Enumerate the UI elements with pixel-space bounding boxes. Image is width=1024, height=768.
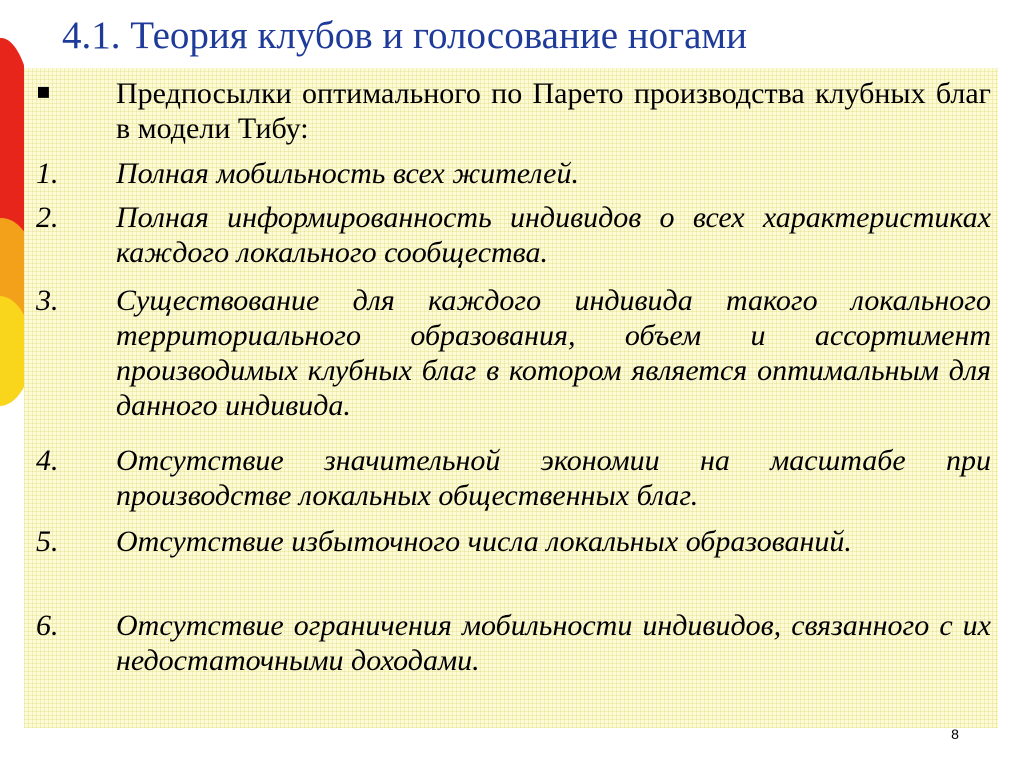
square-bullet-icon: ▪: [36, 79, 51, 104]
list-item-number: 1.: [36, 157, 59, 190]
intro-paragraph: [36, 76, 991, 146]
content-panel: [24, 68, 998, 728]
decorative-side-band: [0, 0, 24, 768]
list-item-number: 4.: [36, 444, 59, 477]
list-item-text: Полная информированность индивидов о всех характеристиках каждого локального сообщества.: [116, 201, 991, 269]
list-item-3: [36, 283, 991, 423]
list-item-5: [36, 524, 991, 559]
slide-title: 4.1. Теория клубов и голосование ногами: [62, 14, 747, 57]
list-item-text: Существование для каждого индивида такого локального территориального образования, объем и ассортимент производимых клубных благ в котором является оптимальным для данного индивида.: [116, 284, 991, 422]
slide-number: 8: [951, 726, 959, 742]
list-item-1: [36, 156, 991, 191]
list-item-number: 2.: [36, 201, 59, 234]
list-item-text: Отсутствие значительной экономии на масштабе при производстве локальных общественных благ.: [116, 444, 991, 512]
list-item-text: Отсутствие ограничения мобильности индивидов, связанного с их недостаточными доходами.: [116, 609, 991, 677]
list-item-text: Отсутствие избыточного числа локальных образований.: [116, 525, 852, 558]
list-item-number: 5.: [36, 525, 59, 558]
list-item-6: [36, 608, 991, 678]
list-item-text: Полная мобильность всех жителей.: [116, 157, 579, 190]
list-item-4: [36, 443, 991, 513]
intro-text: Предпосылки оптимального по Парето производства клубных благ в модели Тибу:: [116, 77, 991, 145]
list-item-number: 6.: [36, 609, 59, 642]
decorative-yellow-shape: [0, 296, 24, 406]
list-item-number: 3.: [36, 284, 59, 317]
list-item-2: [36, 200, 991, 270]
